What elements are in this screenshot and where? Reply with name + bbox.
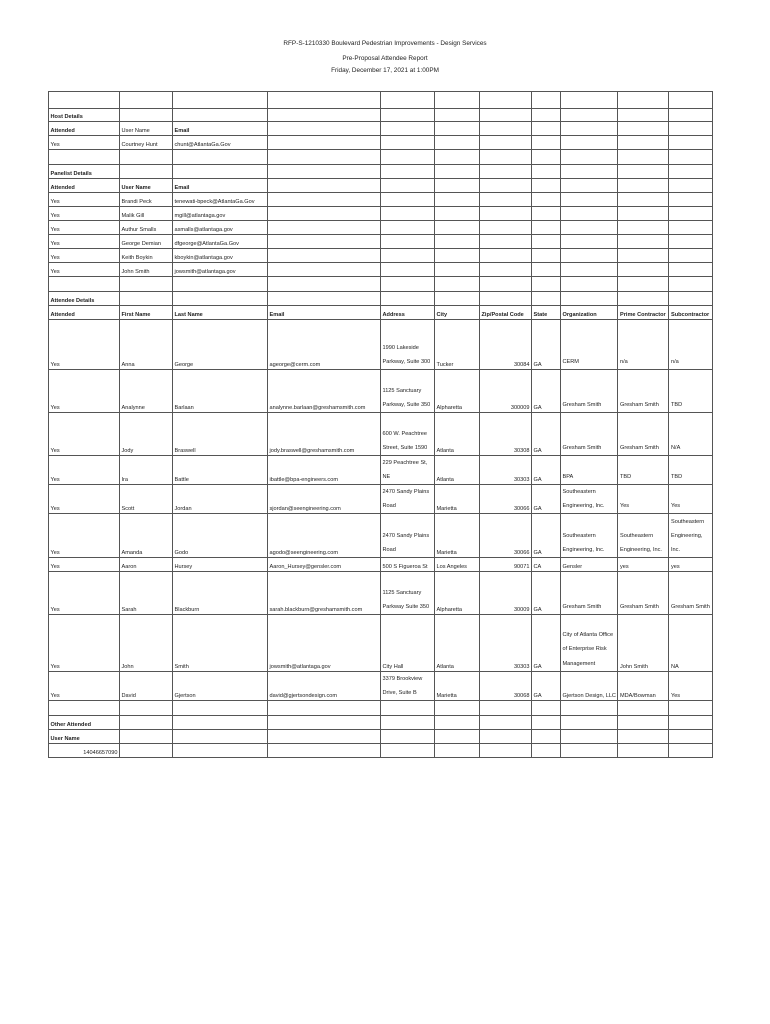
- attended-cell: Yes: [49, 514, 120, 558]
- other-section-title: Other Attended: [49, 716, 120, 730]
- panelist-user-name-cell: Malik Gill: [120, 207, 173, 221]
- panelist-row: [49, 207, 713, 221]
- panelist-col-user-name: User Name: [120, 179, 173, 193]
- email-cell: ibattle@bpa-engineers.com: [268, 456, 381, 485]
- last-name-cell: Godo: [173, 514, 268, 558]
- last-name-cell: Gjertson: [173, 672, 268, 701]
- zip-cell: 300009: [480, 370, 532, 413]
- address-cell: City Hall: [381, 615, 435, 672]
- address-cell: 1990 Lakeside Parkway, Suite 300: [381, 320, 435, 370]
- email-cell: jowsmith@atlantaga.gov: [268, 615, 381, 672]
- panelist-attended-cell: Yes: [49, 207, 120, 221]
- prime-contractor-cell: John Smith: [618, 615, 669, 672]
- city-cell: Los Angeles: [435, 558, 480, 572]
- table-row: [49, 456, 713, 485]
- panelist-row: [49, 249, 713, 263]
- state-cell: GA: [532, 485, 561, 514]
- organization-cell: CERM: [561, 320, 618, 370]
- last-name-cell: Jordan: [173, 485, 268, 514]
- email-cell: david@gjertsondesign.com: [268, 672, 381, 701]
- last-name-cell: Braswell: [173, 413, 268, 456]
- panelist-email-cell: dfgeorge@AtlantaGa.Gov: [173, 235, 268, 249]
- state-cell: CA: [532, 558, 561, 572]
- host-row: [49, 136, 713, 150]
- attended-cell: Yes: [49, 615, 120, 672]
- city-cell: Marietta: [435, 485, 480, 514]
- host-section-title: Host Details: [49, 109, 120, 122]
- subcontractor-cell: Yes: [669, 485, 713, 514]
- first-name-cell: Ira: [120, 456, 173, 485]
- zip-cell: 30303: [480, 615, 532, 672]
- col-address: Address: [381, 306, 435, 320]
- subcontractor-cell: yes: [669, 558, 713, 572]
- attended-cell: Yes: [49, 558, 120, 572]
- col-email: Email: [268, 306, 381, 320]
- table-row: [49, 413, 713, 456]
- col-first-name: First Name: [120, 306, 173, 320]
- panelist-user-name-cell: John Smith: [120, 263, 173, 277]
- last-name-cell: Smith: [173, 615, 268, 672]
- subcontractor-cell: n/a: [669, 320, 713, 370]
- col-organization: Organization: [561, 306, 618, 320]
- first-name-cell: Anna: [120, 320, 173, 370]
- organization-cell: Southeastern Engineering, Inc.: [561, 514, 618, 558]
- address-cell: 1125 Sanctuary Parkway Suite 350: [381, 572, 435, 615]
- attended-cell: Yes: [49, 456, 120, 485]
- table-row: [49, 485, 713, 514]
- email-cell: jody.braswell@greshamsmith.com: [268, 413, 381, 456]
- other-user-name-cell: 14046657090: [49, 744, 120, 758]
- attended-cell: Yes: [49, 320, 120, 370]
- attendee-header-row: [49, 306, 713, 320]
- panelist-email-cell: mgill@atlantaga.gov: [173, 207, 268, 221]
- state-cell: GA: [532, 572, 561, 615]
- blank-row: [49, 92, 713, 109]
- zip-cell: 30303: [480, 456, 532, 485]
- organization-cell: Gresham Smith: [561, 413, 618, 456]
- subcontractor-cell: Yes: [669, 672, 713, 701]
- report-title: RFP-S-1210330 Boulevard Pedestrian Improvements - Design Services: [283, 40, 487, 47]
- city-cell: Alpharetta: [435, 370, 480, 413]
- email-cell: agodo@seengineering.com: [268, 514, 381, 558]
- attended-cell: Yes: [49, 413, 120, 456]
- address-cell: 229 Peachtree St, NE: [381, 456, 435, 485]
- panelist-row: [49, 221, 713, 235]
- prime-contractor-cell: Gresham Smith: [618, 572, 669, 615]
- zip-cell: 90071: [480, 558, 532, 572]
- panelist-email-cell: jowsmith@atlantaga.gov: [173, 263, 268, 277]
- address-cell: 1125 Sanctuary Parkway, Suite 350: [381, 370, 435, 413]
- first-name-cell: Scott: [120, 485, 173, 514]
- organization-cell: Gresham Smith: [561, 572, 618, 615]
- prime-contractor-cell: Yes: [618, 485, 669, 514]
- address-cell: 2470 Sandy Plains Road: [381, 514, 435, 558]
- panelist-attended-cell: Yes: [49, 263, 120, 277]
- table-row: [49, 615, 713, 672]
- state-cell: GA: [532, 370, 561, 413]
- report-date: Friday, December 17, 2021 at 1:00PM: [331, 67, 439, 74]
- zip-cell: 30068: [480, 672, 532, 701]
- city-cell: Marietta: [435, 514, 480, 558]
- col-attended: Attended: [49, 306, 120, 320]
- col-prime-contractor: Prime Contractor: [618, 306, 669, 320]
- city-cell: Alpharetta: [435, 572, 480, 615]
- last-name-cell: Blackburn: [173, 572, 268, 615]
- subcontractor-cell: NA: [669, 615, 713, 672]
- state-cell: GA: [532, 320, 561, 370]
- attendee-report-sheet: [48, 91, 713, 758]
- panelist-email-cell: kboykin@atlantaga.gov: [173, 249, 268, 263]
- col-city: City: [435, 306, 480, 320]
- panelist-email-cell: asmalls@atlantaga.gov: [173, 221, 268, 235]
- prime-contractor-cell: Gresham Smith: [618, 413, 669, 456]
- host-email-cell: chunt@AtlantaGa.Gov: [173, 136, 268, 150]
- prime-contractor-cell: Gresham Smith: [618, 370, 669, 413]
- host-col-user-name: User Name: [120, 122, 173, 136]
- organization-cell: BPA: [561, 456, 618, 485]
- col-subcontractor: Subcontractor: [669, 306, 713, 320]
- state-cell: GA: [532, 615, 561, 672]
- attended-cell: Yes: [49, 572, 120, 615]
- prime-contractor-cell: TBD: [618, 456, 669, 485]
- city-cell: Atlanta: [435, 456, 480, 485]
- panelist-user-name-cell: George Demian: [120, 235, 173, 249]
- first-name-cell: John: [120, 615, 173, 672]
- other-row: [49, 744, 713, 758]
- attended-cell: Yes: [49, 370, 120, 413]
- first-name-cell: Aaron: [120, 558, 173, 572]
- city-cell: Atlanta: [435, 615, 480, 672]
- attended-cell: Yes: [49, 485, 120, 514]
- address-cell: 600 W. Peachtree Street, Suite 1590: [381, 413, 435, 456]
- panelist-row: [49, 193, 713, 207]
- panelist-user-name-cell: Brandi Peck: [120, 193, 173, 207]
- city-cell: Marietta: [435, 672, 480, 701]
- last-name-cell: Hursey: [173, 558, 268, 572]
- first-name-cell: David: [120, 672, 173, 701]
- state-cell: GA: [532, 456, 561, 485]
- address-cell: 2470 Sandy Plains Road: [381, 485, 435, 514]
- email-cell: sjordan@seengineering.com: [268, 485, 381, 514]
- panelist-section-title: Panelist Details: [49, 165, 120, 179]
- panelist-attended-cell: Yes: [49, 193, 120, 207]
- attended-cell: Yes: [49, 672, 120, 701]
- panelist-attended-cell: Yes: [49, 249, 120, 263]
- panelist-email-cell: tenewati-bpeck@AtlantaGa.Gov: [173, 193, 268, 207]
- other-col-user-name: User Name: [49, 730, 120, 744]
- panelist-attended-cell: Yes: [49, 235, 120, 249]
- organization-cell: Gjertson Design, LLC: [561, 672, 618, 701]
- email-cell: ageorge@cerm.com: [268, 320, 381, 370]
- report-subtitle: Pre-Proposal Attendee Report: [342, 55, 428, 62]
- organization-cell: Southeastern Engineering, Inc.: [561, 485, 618, 514]
- prime-contractor-cell: Southeastern Engineering, Inc.: [618, 514, 669, 558]
- host-col-attended: Attended: [49, 122, 120, 136]
- zip-cell: 30066: [480, 514, 532, 558]
- col-state: State: [532, 306, 561, 320]
- attendee-section-title: Attendee Details: [49, 292, 120, 306]
- host-col-email: Email: [173, 122, 268, 136]
- organization-cell: City of Atlanta Office of Enterprise Risk Management: [561, 615, 618, 672]
- panelist-user-name-cell: Authur Smalls: [120, 221, 173, 235]
- panelist-user-name-cell: Keith Boykin: [120, 249, 173, 263]
- address-cell: 3379 Brookview Drive, Suite B: [381, 672, 435, 701]
- last-name-cell: George: [173, 320, 268, 370]
- zip-cell: 30084: [480, 320, 532, 370]
- subcontractor-cell: TBD: [669, 370, 713, 413]
- first-name-cell: Sarah: [120, 572, 173, 615]
- host-attended-cell: Yes: [49, 136, 120, 150]
- panelist-row: [49, 263, 713, 277]
- first-name-cell: Amanda: [120, 514, 173, 558]
- panelist-col-email: Email: [173, 179, 268, 193]
- subcontractor-cell: Gresham Smith: [669, 572, 713, 615]
- city-cell: Tucker: [435, 320, 480, 370]
- host-user-name-cell: Courtney Hunt: [120, 136, 173, 150]
- table-row: [49, 320, 713, 370]
- table-row: [49, 370, 713, 413]
- prime-contractor-cell: n/a: [618, 320, 669, 370]
- last-name-cell: Barlaan: [173, 370, 268, 413]
- zip-cell: 30009: [480, 572, 532, 615]
- panelist-attended-cell: Yes: [49, 221, 120, 235]
- panelist-col-attended: Attended: [49, 179, 120, 193]
- prime-contractor-cell: yes: [618, 558, 669, 572]
- prime-contractor-cell: MDA/Bowman: [618, 672, 669, 701]
- table-row: [49, 514, 713, 558]
- first-name-cell: Jody: [120, 413, 173, 456]
- subcontractor-cell: TBD: [669, 456, 713, 485]
- table-row: [49, 558, 713, 572]
- organization-cell: Gensler: [561, 558, 618, 572]
- col-last-name: Last Name: [173, 306, 268, 320]
- table-row: [49, 572, 713, 615]
- last-name-cell: Battle: [173, 456, 268, 485]
- organization-cell: Gresham Smith: [561, 370, 618, 413]
- state-cell: GA: [532, 514, 561, 558]
- col-zip: Zip/Postal Code: [480, 306, 532, 320]
- zip-cell: 30308: [480, 413, 532, 456]
- email-cell: analynne.barlaan@greshamsmith.com: [268, 370, 381, 413]
- subcontractor-cell: N/A: [669, 413, 713, 456]
- subcontractor-cell: Southeastern Engineering, Inc.: [669, 514, 713, 558]
- city-cell: Atlanta: [435, 413, 480, 456]
- address-cell: 500 S Figueroa St: [381, 558, 435, 572]
- table-row: [49, 672, 713, 701]
- email-cell: sarah.blackburn@greshamsmith.com: [268, 572, 381, 615]
- state-cell: GA: [532, 672, 561, 701]
- state-cell: GA: [532, 413, 561, 456]
- zip-cell: 30066: [480, 485, 532, 514]
- panelist-row: [49, 235, 713, 249]
- email-cell: Aaron_Hursey@gensler.com: [268, 558, 381, 572]
- first-name-cell: Analynne: [120, 370, 173, 413]
